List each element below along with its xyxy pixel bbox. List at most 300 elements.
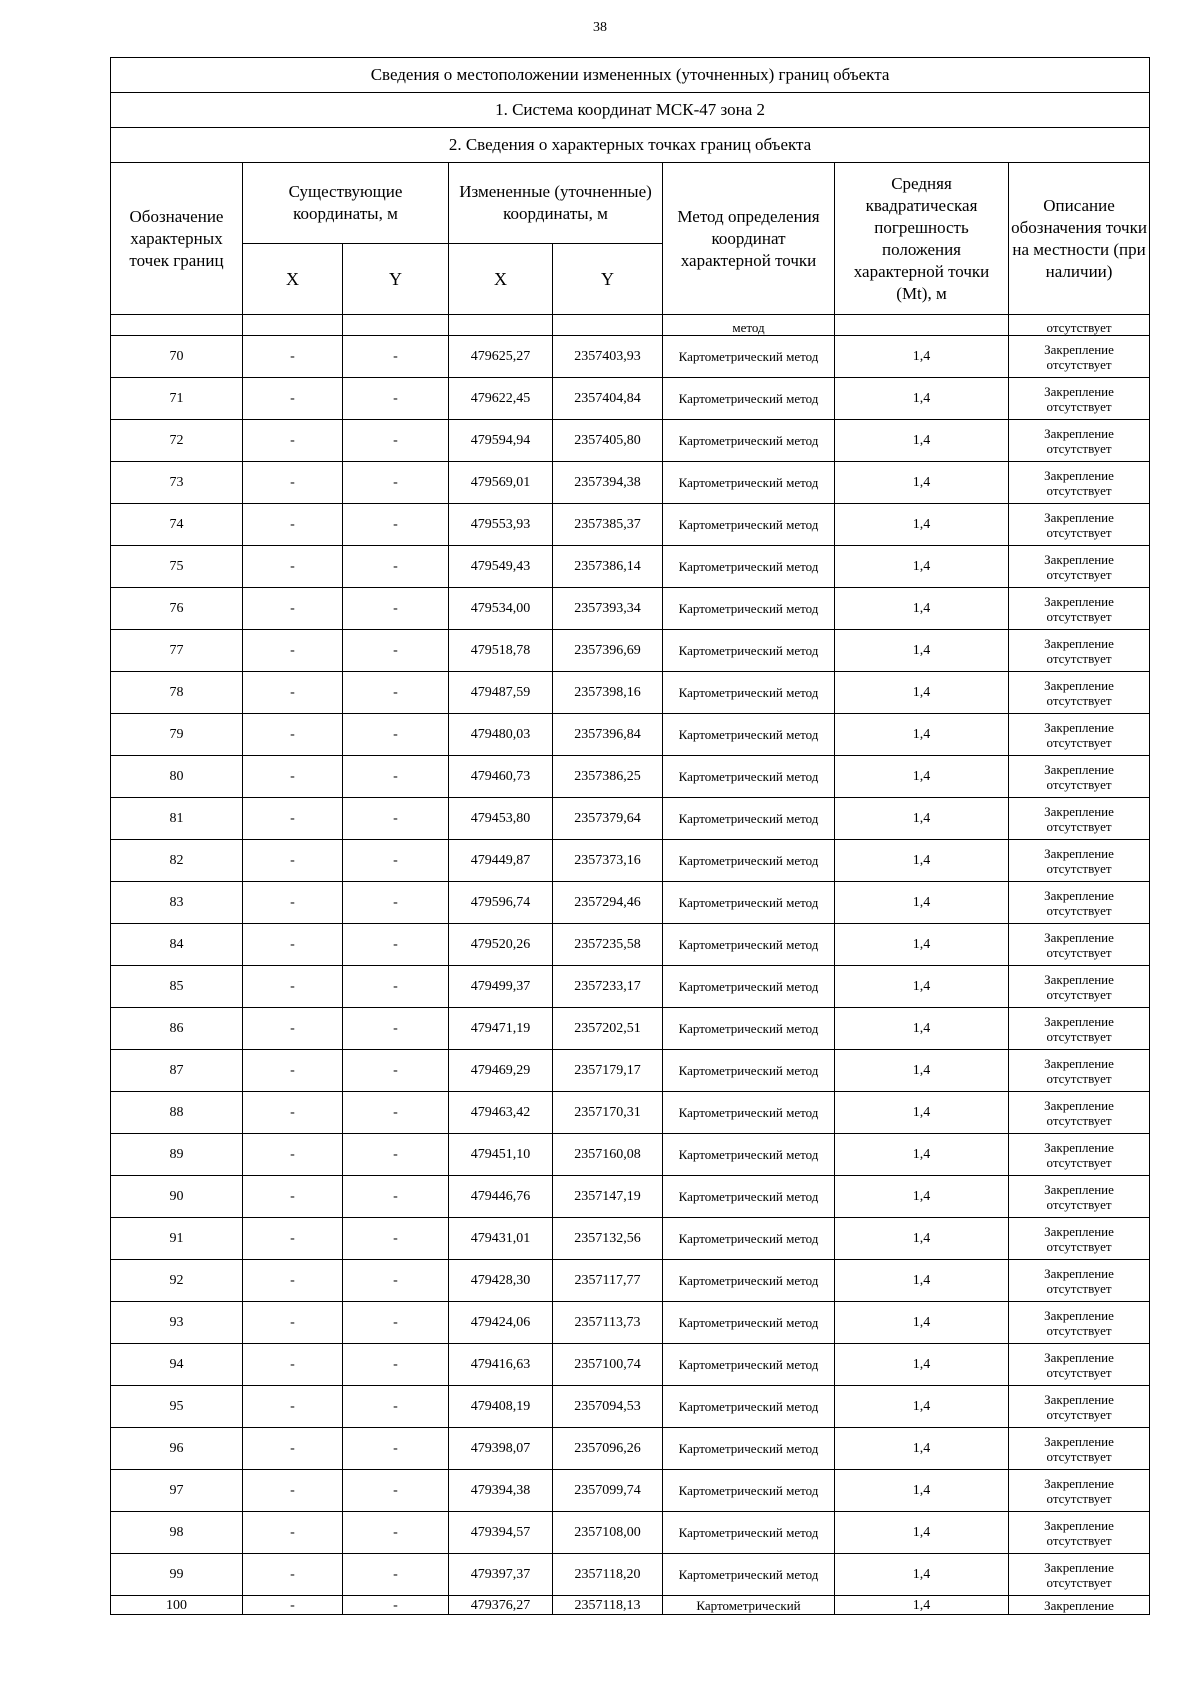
cell-point: 93 bbox=[111, 1302, 243, 1344]
cell-existing-y: - bbox=[343, 1596, 449, 1615]
cell-x: 479397,37 bbox=[449, 1554, 553, 1596]
cell-y: 2357117,77 bbox=[553, 1260, 663, 1302]
cell-existing-x: - bbox=[243, 756, 343, 798]
cell-method: Картометрический метод bbox=[663, 504, 835, 546]
cell-existing-y: - bbox=[343, 1218, 449, 1260]
cell-existing-x: - bbox=[243, 1260, 343, 1302]
cell-description: Закрепление отсутствует bbox=[1009, 1176, 1150, 1218]
coordinates-table bbox=[110, 57, 1150, 1615]
cell-point: 87 bbox=[111, 1050, 243, 1092]
cell-existing-y: - bbox=[343, 1428, 449, 1470]
cell-y: 2357202,51 bbox=[553, 1008, 663, 1050]
cell-description: Закрепление отсутствует bbox=[1009, 1428, 1150, 1470]
cell-x: 479431,01 bbox=[449, 1218, 553, 1260]
cell-error: 1,4 bbox=[835, 1344, 1009, 1386]
cell-x: 479625,27 bbox=[449, 336, 553, 378]
cell-description: Закрепление отсутствует bbox=[1009, 462, 1150, 504]
cell-error: 1,4 bbox=[835, 798, 1009, 840]
cell-error: 1,4 bbox=[835, 1428, 1009, 1470]
cell-description: Закрепление отсутствует bbox=[1009, 756, 1150, 798]
cell-existing-x: - bbox=[243, 420, 343, 462]
cell-x: 479534,00 bbox=[449, 588, 553, 630]
cell-x: 479451,10 bbox=[449, 1134, 553, 1176]
cell-method: Картометрический метод bbox=[663, 1386, 835, 1428]
cell-y: 2357386,14 bbox=[553, 546, 663, 588]
cell-existing-x: - bbox=[243, 672, 343, 714]
cell-description: Закрепление отсутствует bbox=[1009, 798, 1150, 840]
cell-existing-y: - bbox=[343, 462, 449, 504]
cell-existing-y: - bbox=[343, 1134, 449, 1176]
cell-existing-y: - bbox=[343, 420, 449, 462]
cell-method: метод bbox=[663, 315, 835, 336]
table-row bbox=[111, 1008, 1150, 1050]
table-row bbox=[111, 756, 1150, 798]
cell-error: 1,4 bbox=[835, 378, 1009, 420]
cell-method: Картометрический bbox=[663, 1596, 835, 1615]
table-row bbox=[111, 1554, 1150, 1596]
cell-y: 2357404,84 bbox=[553, 378, 663, 420]
cell-y: 2357373,16 bbox=[553, 840, 663, 882]
cell-y: 2357170,31 bbox=[553, 1092, 663, 1134]
cell-point: 88 bbox=[111, 1092, 243, 1134]
cell-error: 1,4 bbox=[835, 1554, 1009, 1596]
cell-y: 2357094,53 bbox=[553, 1386, 663, 1428]
cell-point: 92 bbox=[111, 1260, 243, 1302]
cell-point: 95 bbox=[111, 1386, 243, 1428]
table-row bbox=[111, 672, 1150, 714]
cell-error: 1,4 bbox=[835, 420, 1009, 462]
cell-point: 77 bbox=[111, 630, 243, 672]
cell-error: 1,4 bbox=[835, 1302, 1009, 1344]
table-row bbox=[111, 1134, 1150, 1176]
cell-existing-x: - bbox=[243, 588, 343, 630]
table-row bbox=[111, 1176, 1150, 1218]
cell-y: 2357233,17 bbox=[553, 966, 663, 1008]
table-row bbox=[111, 882, 1150, 924]
table-row bbox=[111, 336, 1150, 378]
cell-method: Картометрический метод bbox=[663, 1218, 835, 1260]
cell-error: 1,4 bbox=[835, 966, 1009, 1008]
cell-existing-y: - bbox=[343, 1512, 449, 1554]
cell-point: 89 bbox=[111, 1134, 243, 1176]
cell-description: Закрепление отсутствует bbox=[1009, 1092, 1150, 1134]
cell-point: 73 bbox=[111, 462, 243, 504]
table-row bbox=[111, 714, 1150, 756]
cell-method: Картометрический метод bbox=[663, 630, 835, 672]
cell-existing-x: - bbox=[243, 840, 343, 882]
cell-method: Картометрический метод bbox=[663, 756, 835, 798]
cell-existing-y: - bbox=[343, 588, 449, 630]
cell-description: Закрепление отсутствует bbox=[1009, 420, 1150, 462]
cell-existing-y: - bbox=[343, 756, 449, 798]
table-row bbox=[111, 1302, 1150, 1344]
cell-existing-y: - bbox=[343, 1176, 449, 1218]
cell-y: 2357385,37 bbox=[553, 504, 663, 546]
cell-point: 72 bbox=[111, 420, 243, 462]
cell-existing-y: - bbox=[343, 966, 449, 1008]
cell-method: Картометрический метод bbox=[663, 336, 835, 378]
cell-description: Закрепление отсутствует bbox=[1009, 1554, 1150, 1596]
cell-error: 1,4 bbox=[835, 504, 1009, 546]
cell-existing-x: - bbox=[243, 1008, 343, 1050]
cell-description: Закрепление отсутствует bbox=[1009, 1218, 1150, 1260]
table-title: Сведения о местоположении измененных (уточненных) границ объекта bbox=[111, 58, 1150, 93]
cell-point: 97 bbox=[111, 1470, 243, 1512]
cell-error: 1,4 bbox=[835, 840, 1009, 882]
table-row bbox=[111, 546, 1150, 588]
cell-x: 479453,80 bbox=[449, 798, 553, 840]
cell-empty bbox=[835, 315, 1009, 336]
cell-point: 100 bbox=[111, 1596, 243, 1615]
cell-description: Закрепление отсутствует bbox=[1009, 1512, 1150, 1554]
cell-empty bbox=[343, 315, 449, 336]
cell-existing-x: - bbox=[243, 546, 343, 588]
cell-x: 479520,26 bbox=[449, 924, 553, 966]
cell-method: Картометрический метод bbox=[663, 462, 835, 504]
cell-x: 479398,07 bbox=[449, 1428, 553, 1470]
cell-x: 479480,03 bbox=[449, 714, 553, 756]
cell-description: Закрепление отсутствует bbox=[1009, 840, 1150, 882]
table-row bbox=[111, 1470, 1150, 1512]
cell-point: 83 bbox=[111, 882, 243, 924]
cell-x: 479449,87 bbox=[449, 840, 553, 882]
cell-y: 2357099,74 bbox=[553, 1470, 663, 1512]
cell-error: 1,4 bbox=[835, 1050, 1009, 1092]
table-row bbox=[111, 840, 1150, 882]
cell-method: Картометрический метод bbox=[663, 672, 835, 714]
cell-description: Закрепление отсутствует bbox=[1009, 378, 1150, 420]
cell-y: 2357396,69 bbox=[553, 630, 663, 672]
cell-point: 85 bbox=[111, 966, 243, 1008]
points-section-heading: 2. Сведения о характерных точках границ объекта bbox=[111, 128, 1150, 163]
cell-empty bbox=[449, 315, 553, 336]
table-row bbox=[111, 1092, 1150, 1134]
cell-x: 479446,76 bbox=[449, 1176, 553, 1218]
cell-error: 1,4 bbox=[835, 1008, 1009, 1050]
cell-existing-x: - bbox=[243, 882, 343, 924]
cell-point: 78 bbox=[111, 672, 243, 714]
cell-error: 1,4 bbox=[835, 630, 1009, 672]
cell-x: 479416,63 bbox=[449, 1344, 553, 1386]
cell-method: Картометрический метод bbox=[663, 924, 835, 966]
cell-existing-y: - bbox=[343, 1260, 449, 1302]
cell-existing-y: - bbox=[343, 1092, 449, 1134]
cell-y: 2357118,13 bbox=[553, 1596, 663, 1615]
cell-existing-x: - bbox=[243, 1386, 343, 1428]
cell-description: Закрепление отсутствует bbox=[1009, 546, 1150, 588]
cell-existing-x: - bbox=[243, 1050, 343, 1092]
cell-description: Закрепление отсутствует bbox=[1009, 1134, 1150, 1176]
cell-existing-y: - bbox=[343, 1344, 449, 1386]
cell-existing-x: - bbox=[243, 1554, 343, 1596]
cell-existing-x: - bbox=[243, 336, 343, 378]
cell-y: 2357118,20 bbox=[553, 1554, 663, 1596]
cell-description: Закрепление отсутствует bbox=[1009, 1008, 1150, 1050]
table-row bbox=[111, 504, 1150, 546]
cell-method: Картометрический метод bbox=[663, 420, 835, 462]
cell-existing-y: - bbox=[343, 672, 449, 714]
cell-error: 1,4 bbox=[835, 1260, 1009, 1302]
table-row bbox=[111, 1050, 1150, 1092]
cell-y: 2357113,73 bbox=[553, 1302, 663, 1344]
cell-method: Картометрический метод bbox=[663, 1260, 835, 1302]
cell-method: Картометрический метод bbox=[663, 798, 835, 840]
cell-description: отсутствует bbox=[1009, 315, 1150, 336]
cell-point: 76 bbox=[111, 588, 243, 630]
cell-empty bbox=[243, 315, 343, 336]
cell-method: Картометрический метод bbox=[663, 966, 835, 1008]
cell-existing-x: - bbox=[243, 798, 343, 840]
cell-y: 2357379,64 bbox=[553, 798, 663, 840]
cell-x: 479394,38 bbox=[449, 1470, 553, 1512]
cell-existing-x: - bbox=[243, 504, 343, 546]
cell-existing-x: - bbox=[243, 1428, 343, 1470]
header-changed: Измененные (уточненные) координаты, м bbox=[449, 163, 663, 244]
cell-method: Картометрический метод bbox=[663, 882, 835, 924]
cell-y: 2357147,19 bbox=[553, 1176, 663, 1218]
cell-point: 74 bbox=[111, 504, 243, 546]
table-row-continued bbox=[111, 315, 1150, 336]
cell-y: 2357100,74 bbox=[553, 1344, 663, 1386]
cell-existing-x: - bbox=[243, 924, 343, 966]
table-row bbox=[111, 924, 1150, 966]
cell-description: Закрепление отсутствует bbox=[1009, 966, 1150, 1008]
cell-description: Закрепление отсутствует bbox=[1009, 588, 1150, 630]
cell-point: 71 bbox=[111, 378, 243, 420]
table-row bbox=[111, 1260, 1150, 1302]
coordinate-system-heading: 1. Система координат МСК-47 зона 2 bbox=[111, 93, 1150, 128]
cell-error: 1,4 bbox=[835, 714, 1009, 756]
cell-existing-x: - bbox=[243, 1302, 343, 1344]
cell-method: Картометрический метод bbox=[663, 1344, 835, 1386]
cell-y: 2357235,58 bbox=[553, 924, 663, 966]
cell-method: Картометрический метод bbox=[663, 1008, 835, 1050]
cell-x: 479569,01 bbox=[449, 462, 553, 504]
table-row bbox=[111, 462, 1150, 504]
cell-existing-x: - bbox=[243, 1092, 343, 1134]
cell-point: 75 bbox=[111, 546, 243, 588]
cell-existing-x: - bbox=[243, 630, 343, 672]
cell-existing-x: - bbox=[243, 714, 343, 756]
cell-existing-y: - bbox=[343, 798, 449, 840]
cell-x: 479376,27 bbox=[449, 1596, 553, 1615]
cell-existing-y: - bbox=[343, 1302, 449, 1344]
cell-error: 1,4 bbox=[835, 1218, 1009, 1260]
cell-y: 2357393,34 bbox=[553, 588, 663, 630]
cell-x: 479549,43 bbox=[449, 546, 553, 588]
cell-existing-x: - bbox=[243, 1218, 343, 1260]
cell-x: 479394,57 bbox=[449, 1512, 553, 1554]
cell-method: Картометрический метод bbox=[663, 840, 835, 882]
cell-error: 1,4 bbox=[835, 1470, 1009, 1512]
cell-x: 479594,94 bbox=[449, 420, 553, 462]
cell-x: 479622,45 bbox=[449, 378, 553, 420]
cell-method: Картометрический метод bbox=[663, 1470, 835, 1512]
cell-existing-y: - bbox=[343, 1050, 449, 1092]
cell-error: 1,4 bbox=[835, 882, 1009, 924]
table-row bbox=[111, 1218, 1150, 1260]
cell-x: 479487,59 bbox=[449, 672, 553, 714]
cell-x: 479463,42 bbox=[449, 1092, 553, 1134]
cell-point: 91 bbox=[111, 1218, 243, 1260]
header-error: Средняя квадратическая погрешность положения характерной точки (Mt), м bbox=[835, 163, 1009, 315]
cell-x: 479553,93 bbox=[449, 504, 553, 546]
cell-existing-y: - bbox=[343, 882, 449, 924]
cell-point: 99 bbox=[111, 1554, 243, 1596]
table-row bbox=[111, 630, 1150, 672]
cell-x: 479469,29 bbox=[449, 1050, 553, 1092]
cell-error: 1,4 bbox=[835, 546, 1009, 588]
cell-x: 479428,30 bbox=[449, 1260, 553, 1302]
cell-description: Закрепление отсутствует bbox=[1009, 924, 1150, 966]
cell-description: Закрепление отсутствует bbox=[1009, 1470, 1150, 1512]
cell-method: Картометрический метод bbox=[663, 1512, 835, 1554]
cell-error: 1,4 bbox=[835, 756, 1009, 798]
cell-point: 94 bbox=[111, 1344, 243, 1386]
cell-y: 2357160,08 bbox=[553, 1134, 663, 1176]
cell-existing-x: - bbox=[243, 378, 343, 420]
cell-error: 1,4 bbox=[835, 1386, 1009, 1428]
cell-x: 479596,74 bbox=[449, 882, 553, 924]
cell-existing-y: - bbox=[343, 336, 449, 378]
cell-point: 98 bbox=[111, 1512, 243, 1554]
cell-existing-x: - bbox=[243, 966, 343, 1008]
cell-y: 2357108,00 bbox=[553, 1512, 663, 1554]
header-existing-x: X bbox=[243, 244, 343, 315]
header-method: Метод определения координат характерной точки bbox=[663, 163, 835, 315]
cell-existing-y: - bbox=[343, 378, 449, 420]
cell-point: 79 bbox=[111, 714, 243, 756]
cell-y: 2357405,80 bbox=[553, 420, 663, 462]
cell-error: 1,4 bbox=[835, 672, 1009, 714]
cell-existing-y: - bbox=[343, 1470, 449, 1512]
cell-description: Закрепление отсутствует bbox=[1009, 1260, 1150, 1302]
cell-error: 1,4 bbox=[835, 1176, 1009, 1218]
cell-y: 2357386,25 bbox=[553, 756, 663, 798]
table-row bbox=[111, 420, 1150, 462]
cell-existing-y: - bbox=[343, 504, 449, 546]
cell-y: 2357396,84 bbox=[553, 714, 663, 756]
cell-y: 2357096,26 bbox=[553, 1428, 663, 1470]
cell-point: 86 bbox=[111, 1008, 243, 1050]
header-point: Обозначение характерных точек границ bbox=[111, 163, 243, 315]
cell-existing-y: - bbox=[343, 714, 449, 756]
cell-method: Картометрический метод bbox=[663, 1302, 835, 1344]
table-row-last bbox=[111, 1596, 1150, 1615]
cell-existing-y: - bbox=[343, 1554, 449, 1596]
cell-existing-y: - bbox=[343, 924, 449, 966]
cell-point: 82 bbox=[111, 840, 243, 882]
cell-empty bbox=[553, 315, 663, 336]
cell-y: 2357398,16 bbox=[553, 672, 663, 714]
cell-error: 1,4 bbox=[835, 924, 1009, 966]
table-row bbox=[111, 966, 1150, 1008]
table-row bbox=[111, 588, 1150, 630]
cell-description: Закрепление отсутствует bbox=[1009, 882, 1150, 924]
cell-description: Закрепление отсутствует bbox=[1009, 1302, 1150, 1344]
cell-x: 479460,73 bbox=[449, 756, 553, 798]
cell-error: 1,4 bbox=[835, 1596, 1009, 1615]
cell-error: 1,4 bbox=[835, 462, 1009, 504]
cell-existing-x: - bbox=[243, 1596, 343, 1615]
cell-existing-x: - bbox=[243, 1134, 343, 1176]
cell-method: Картометрический метод bbox=[663, 378, 835, 420]
cell-description: Закрепление отсутствует bbox=[1009, 630, 1150, 672]
table-row bbox=[111, 1428, 1150, 1470]
cell-y: 2357403,93 bbox=[553, 336, 663, 378]
cell-point: 90 bbox=[111, 1176, 243, 1218]
table-row bbox=[111, 798, 1150, 840]
cell-x: 479424,06 bbox=[449, 1302, 553, 1344]
cell-description: Закрепление отсутствует bbox=[1009, 1386, 1150, 1428]
table-row bbox=[111, 1386, 1150, 1428]
cell-description: Закрепление bbox=[1009, 1596, 1150, 1615]
header-description: Описание обозначения точки на местности (при наличии) bbox=[1009, 163, 1150, 315]
cell-existing-x: - bbox=[243, 1512, 343, 1554]
cell-existing-y: - bbox=[343, 1386, 449, 1428]
cell-description: Закрепление отсутствует bbox=[1009, 672, 1150, 714]
cell-y: 2357179,17 bbox=[553, 1050, 663, 1092]
cell-error: 1,4 bbox=[835, 1512, 1009, 1554]
cell-x: 479518,78 bbox=[449, 630, 553, 672]
cell-description: Закрепление отсутствует bbox=[1009, 714, 1150, 756]
cell-method: Картометрический метод bbox=[663, 1554, 835, 1596]
header-changed-x: X bbox=[449, 244, 553, 315]
header-existing-y: Y bbox=[343, 244, 449, 315]
cell-x: 479499,37 bbox=[449, 966, 553, 1008]
cell-y: 2357394,38 bbox=[553, 462, 663, 504]
cell-error: 1,4 bbox=[835, 1134, 1009, 1176]
cell-point: 80 bbox=[111, 756, 243, 798]
cell-existing-y: - bbox=[343, 1008, 449, 1050]
cell-point: 81 bbox=[111, 798, 243, 840]
header-existing: Существующие координаты, м bbox=[243, 163, 449, 244]
cell-point: 96 bbox=[111, 1428, 243, 1470]
cell-description: Закрепление отсутствует bbox=[1009, 504, 1150, 546]
cell-description: Закрепление отсутствует bbox=[1009, 1344, 1150, 1386]
table-row bbox=[111, 1344, 1150, 1386]
cell-x: 479408,19 bbox=[449, 1386, 553, 1428]
cell-existing-y: - bbox=[343, 546, 449, 588]
cell-x: 479471,19 bbox=[449, 1008, 553, 1050]
cell-method: Картометрический метод bbox=[663, 1092, 835, 1134]
table-row bbox=[111, 378, 1150, 420]
cell-method: Картометрический метод bbox=[663, 714, 835, 756]
cell-method: Картометрический метод bbox=[663, 588, 835, 630]
header-changed-y: Y bbox=[553, 244, 663, 315]
cell-method: Картометрический метод bbox=[663, 1176, 835, 1218]
page-number: 38 bbox=[593, 20, 607, 35]
cell-y: 2357294,46 bbox=[553, 882, 663, 924]
cell-existing-x: - bbox=[243, 462, 343, 504]
cell-method: Картометрический метод bbox=[663, 1428, 835, 1470]
cell-error: 1,4 bbox=[835, 336, 1009, 378]
table-row bbox=[111, 1512, 1150, 1554]
cell-point: 84 bbox=[111, 924, 243, 966]
cell-existing-y: - bbox=[343, 840, 449, 882]
cell-existing-x: - bbox=[243, 1470, 343, 1512]
cell-error: 1,4 bbox=[835, 1092, 1009, 1134]
cell-error: 1,4 bbox=[835, 588, 1009, 630]
cell-existing-x: - bbox=[243, 1176, 343, 1218]
cell-method: Картометрический метод bbox=[663, 1134, 835, 1176]
cell-description: Закрепление отсутствует bbox=[1009, 1050, 1150, 1092]
cell-point: 70 bbox=[111, 336, 243, 378]
cell-existing-x: - bbox=[243, 1344, 343, 1386]
cell-existing-y: - bbox=[343, 630, 449, 672]
cell-empty bbox=[111, 315, 243, 336]
cell-method: Картометрический метод bbox=[663, 546, 835, 588]
